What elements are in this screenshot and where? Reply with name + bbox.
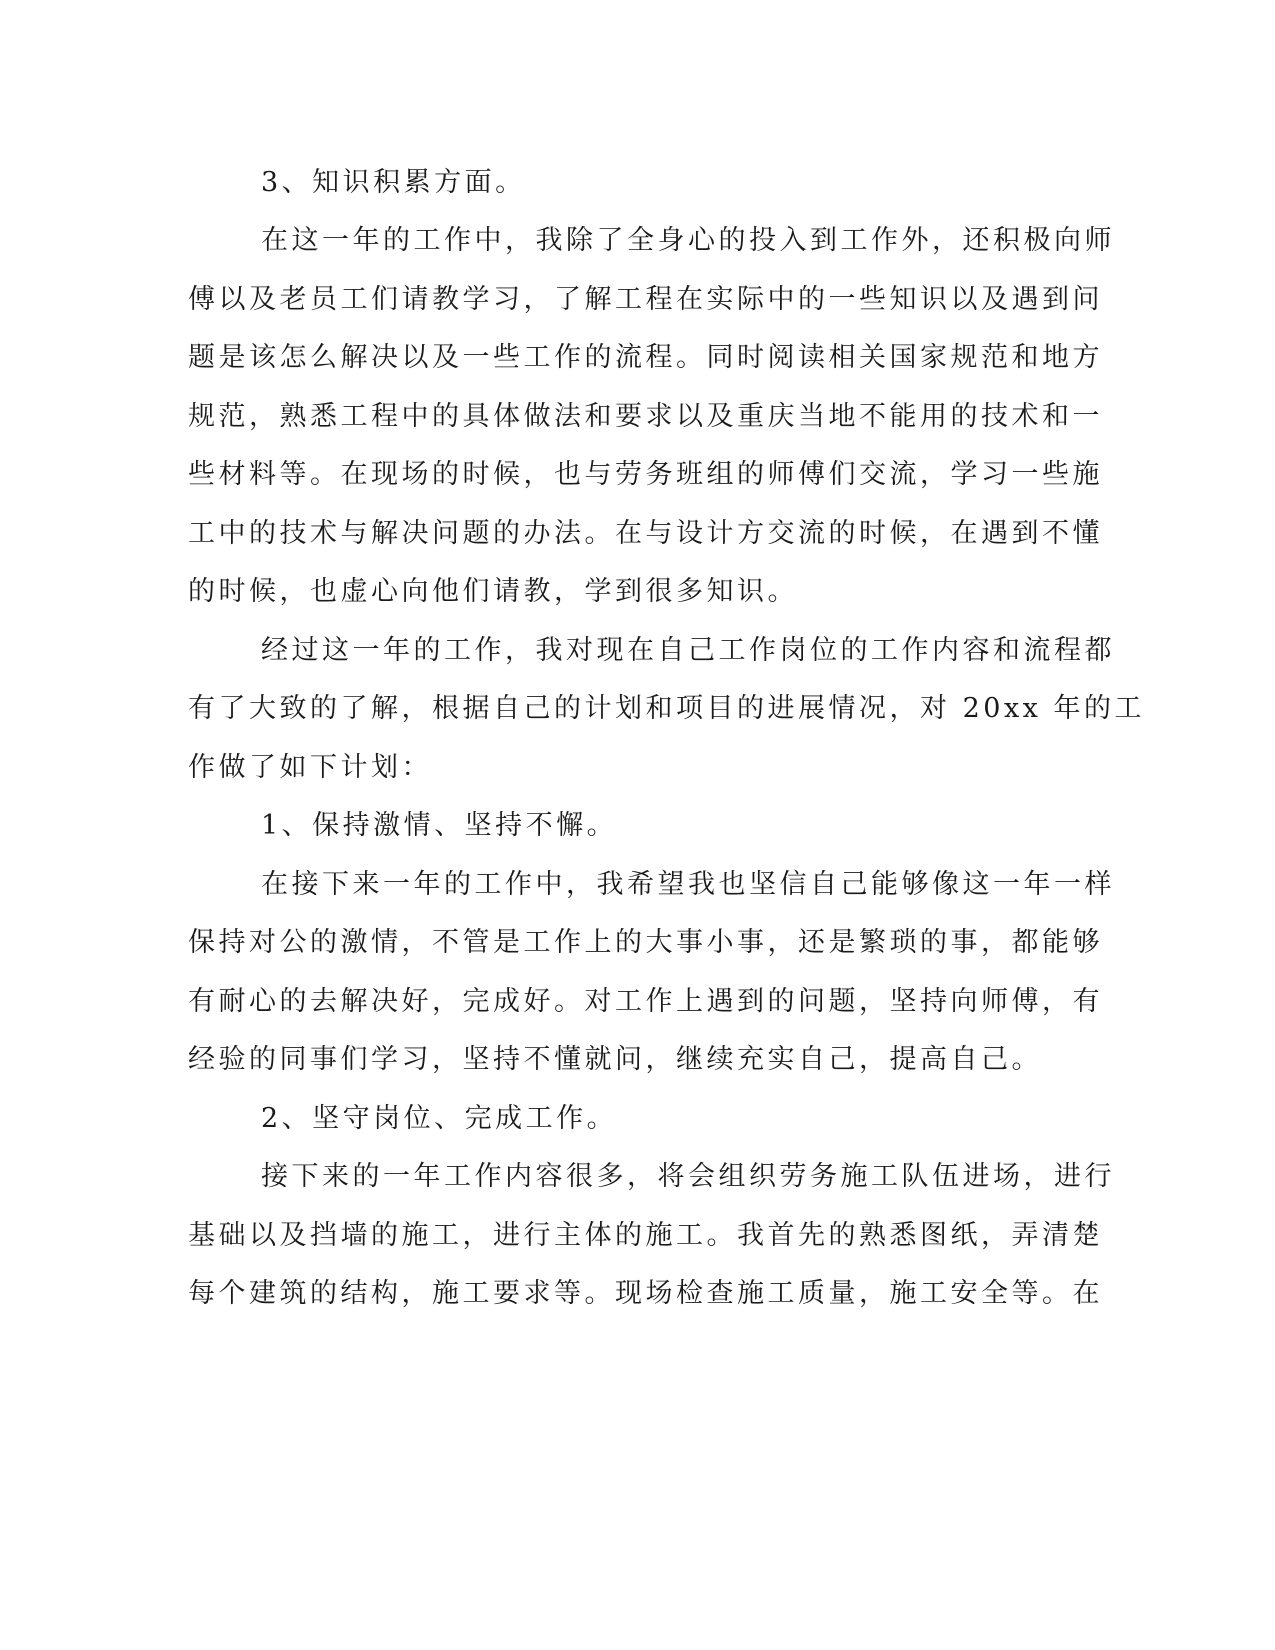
paragraph-line: 题是该怎么解决以及一些工作的流程。同时阅读相关国家规范和地方	[188, 342, 1103, 373]
paragraph-line: 有耐心的去解决好，完成好。对工作上遇到的问题，坚持向师傅，有	[188, 986, 1103, 1017]
paragraph-line: 工中的技术与解决问题的办法。在与设计方交流的时候，在遇到不懂	[188, 518, 1103, 549]
paragraph-line: 傅以及老员工们请教学习，了解工程在实际中的一些知识以及遇到问	[188, 284, 1103, 315]
paragraph-line: 规范，熟悉工程中的具体做法和要求以及重庆当地不能用的技术和一	[188, 401, 1103, 432]
paragraph-line: 的时候，也虚心向他们请教，学到很多知识。	[188, 576, 798, 607]
paragraph-line: 每个建筑的结构，施工要求等。现场检查施工质量，施工安全等。在	[188, 1278, 1103, 1309]
paragraph-line: 在这一年的工作中，我除了全身心的投入到工作外，还积极向师	[261, 225, 1115, 256]
paragraph-line: 在接下来一年的工作中，我希望我也坚信自己能够像这一年一样	[261, 869, 1115, 900]
heading-passion: 1、保持激情、坚持不懈。	[261, 810, 618, 841]
paragraph-line: 作做了如下计划：	[188, 752, 432, 783]
heading-knowledge: 3、知识积累方面。	[261, 167, 526, 198]
paragraph-line: 经验的同事们学习，坚持不懂就问，继续充实自己，提高自己。	[188, 1044, 1042, 1075]
paragraph-line: 保持对公的激情，不管是工作上的大事小事，还是繁琐的事，都能够	[188, 927, 1103, 958]
paragraph-line: 些材料等。在现场的时候，也与劳务班组的师傅们交流，学习一些施	[188, 459, 1103, 490]
heading-duty: 2、坚守岗位、完成工作。	[261, 1103, 618, 1134]
paragraph-line: 有了大致的了解，根据自己的计划和项目的进展情况，对 20xx 年的工	[188, 693, 1145, 724]
paragraph-line: 基础以及挡墙的施工，进行主体的施工。我首先的熟悉图纸，弄清楚	[188, 1220, 1103, 1251]
paragraph-line: 接下来的一年工作内容很多，将会组织劳务施工队伍进场，进行	[261, 1161, 1115, 1192]
paragraph-line: 经过这一年的工作，我对现在自己工作岗位的工作内容和流程都	[261, 635, 1115, 666]
